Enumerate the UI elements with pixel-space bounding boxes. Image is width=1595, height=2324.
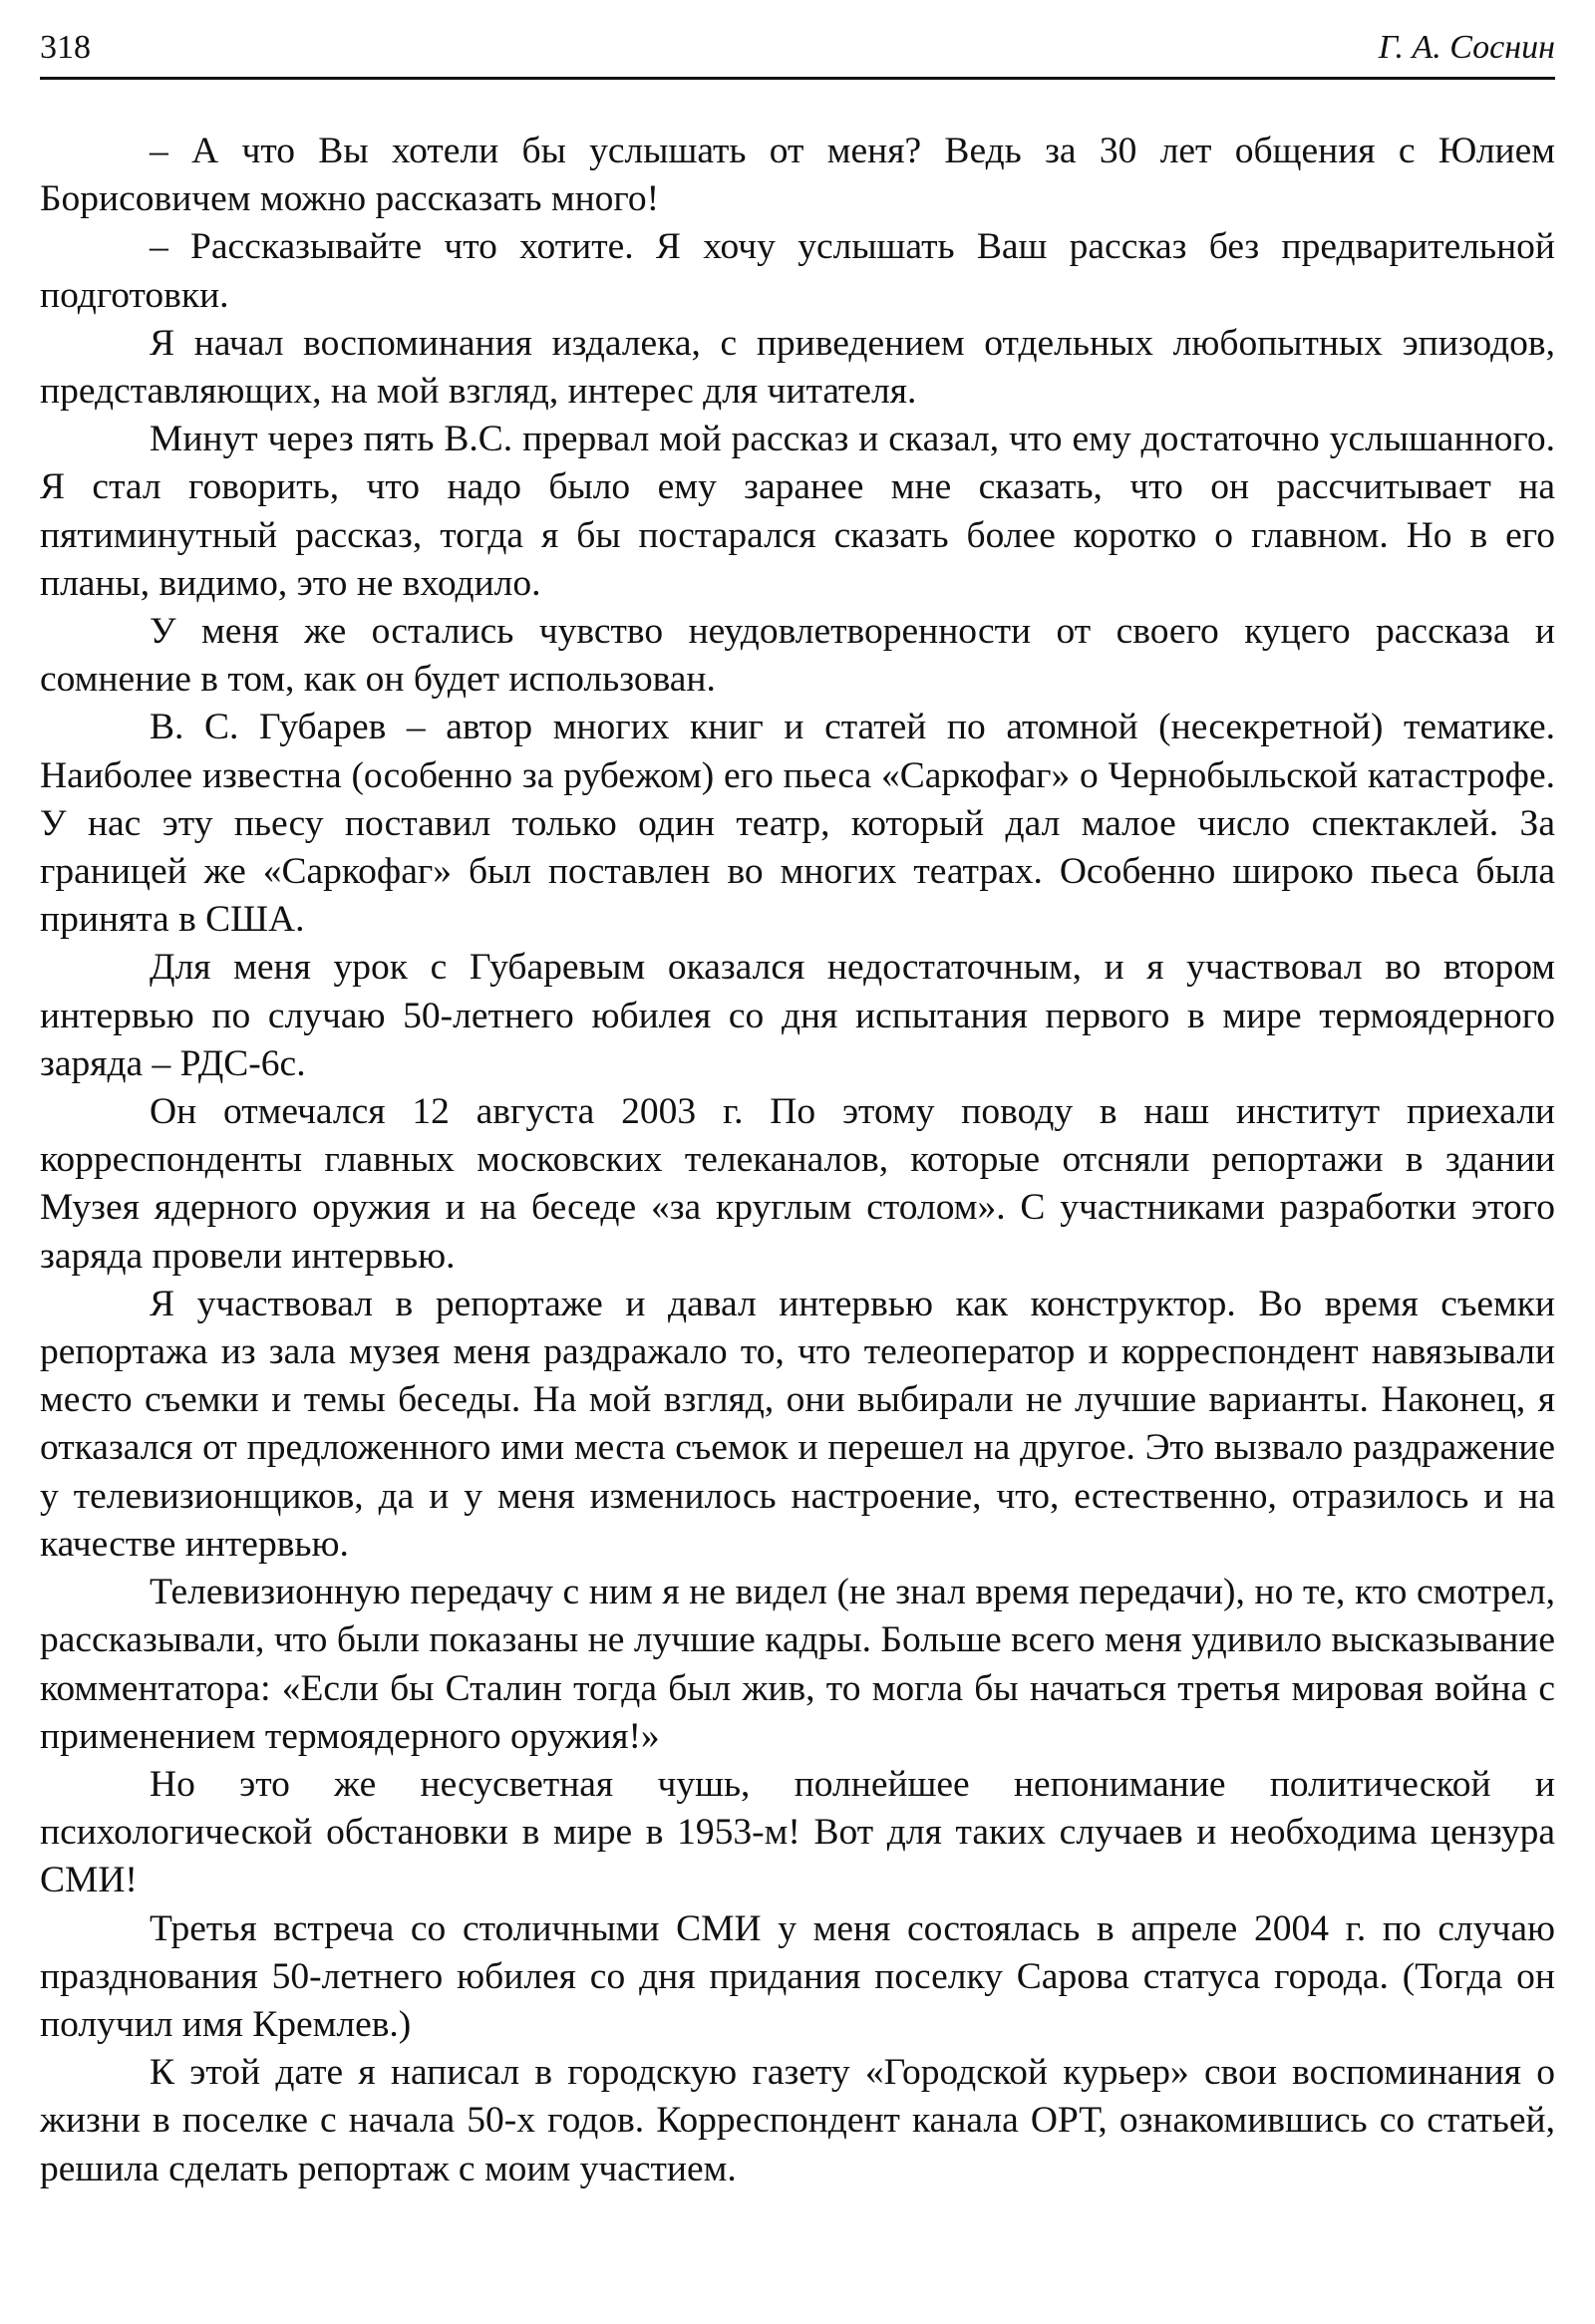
paragraph: Я участвовал в репортаже и давал интервью как конструктор. Во время съемки репортажа из зала музея меня раздражало то, что телеоператор и корреспондент навязывали место съемки и темы беседы. На мой взгляд, они выбирали не лучшие варианты. Наконец, я отказался от предложенного ими места съемок и перешел на другое. Это вызвало раздражение у телевизионщиков, да и у меня изменилось настроение, что, естественно, отразилось и на качестве интервью. <box>40 1283 1555 1565</box>
paragraph: – А что Вы хотели бы услышать от меня? Ведь за 30 лет общения с Юлием Борисовичем можно рассказать много! <box>40 131 1555 220</box>
running-head-author: Г. А. Соснин <box>1378 29 1555 66</box>
paragraph: В. С. Губарев – автор многих книг и статей по атомной (несекретной) тематике. Наиболее известна (особенно за рубежом) его пьеса «Саркофаг» о Чернобыльской катастрофе. У нас эту пьесу поставил только один театр, который дал малое число спектаклей. За границей же «Саркофаг» был поставлен во многих театрах. Особенно широко пьеса была принята в США. <box>40 707 1555 941</box>
paragraph: – Рассказывайте что хотите. Я хочу услышать Ваш рассказ без предварительной подготовки. <box>40 226 1555 316</box>
page-number: 318 <box>40 29 91 66</box>
paragraph: Минут через пять В.С. прервал мой рассказ и сказал, что ему достаточно услышанного. Я стал говорить, что надо было ему заранее мне сказать, что он рассчитывает на пятиминутный рассказ, тогда я бы постарался сказать более коротко о главном. Но в его планы, видимо, это не входило. <box>40 419 1555 604</box>
paragraph: Но это же несусветная чушь, полнейшее непонимание политической и психологической обстановки в мире в 1953-м! Вот для таких случаев и необходима цензура СМИ! <box>40 1763 1555 1901</box>
paragraph: Телевизионную передачу с ним я не видел (не знал время передачи), но те, кто смотрел, рассказывали, что были показаны не лучшие кадры. Больше всего меня удивило высказывание комментатора: «Если бы Сталин тогда был жив, то могла бы начаться третья мировая война с применением термоядерного оружия!» <box>40 1572 1555 1757</box>
paragraph: У меня же остались чувство неудовлетворенности от своего куцего рассказа и сомнение в том, как он будет использован. <box>40 611 1555 701</box>
page-header <box>40 22 1555 80</box>
paragraph: Он отмечался 12 августа 2003 г. По этому поводу в наш институт приехали корреспонденты главных московских телеканалов, которые отсняли репортажи в здании Музея ядерного оружия и на беседе «за круглым столом». С участниками разработки этого заряда провели интервью. <box>40 1091 1555 1277</box>
paragraph: Третья встреча со столичными СМИ у меня состоялась в апреле 2004 г. по случаю празднования 50-летнего юбилея со дня придания поселку Сарова статуса города. (Тогда он получил имя Кремлев.) <box>40 1907 1555 2045</box>
paragraph: Я начал воспоминания издалека, с приведением отдельных любопытных эпизодов, представляющих, на мой взгляд, интерес для читателя. <box>40 322 1555 413</box>
paragraph: К этой дате я написал в городскую газету «Городской курьер» свои воспоминания о жизни в поселке с начала 50-х годов. Корреспондент канала ОРТ, ознакомившись со статьей, решила сделать репортаж с моим участием. <box>40 2052 1555 2189</box>
body-text <box>40 128 1555 2193</box>
paragraph: Для меня урок с Губаревым оказался недостаточным, и я участвовал во втором интервью по случаю 50-летнего юбилея со дня испытания первого в мире термоядерного заряда – РДС-6с. <box>40 947 1555 1084</box>
